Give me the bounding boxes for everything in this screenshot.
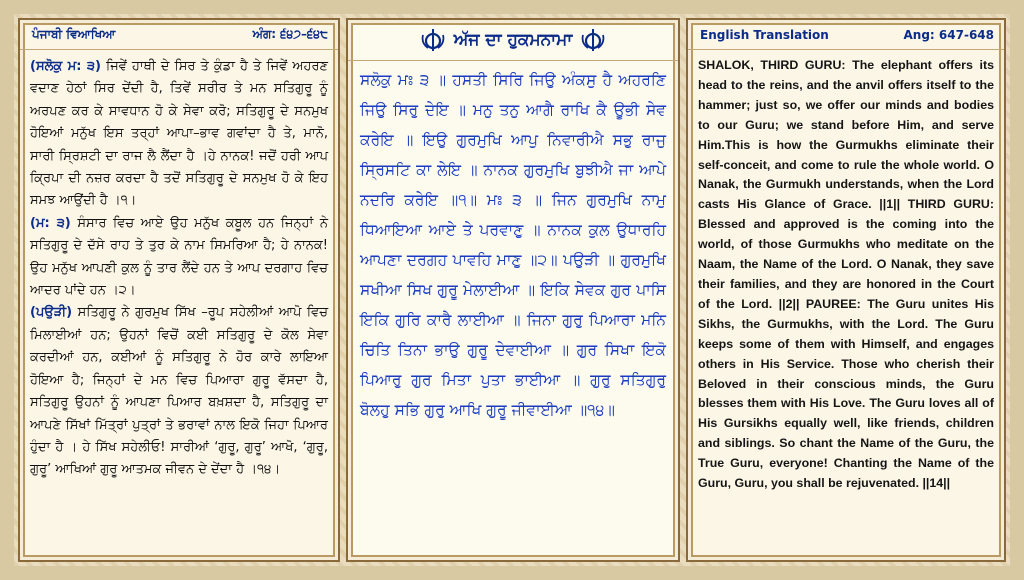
khanda-icon bbox=[420, 27, 446, 53]
left-header bbox=[20, 20, 338, 50]
para1-tag: (ਸਲੋਕੁ ਮ: ੩) bbox=[30, 59, 101, 74]
left-title: ਪੰਜਾਬੀ ਵਿਆਖਿਆ bbox=[32, 27, 116, 41]
para2-text: ਸੰਸਾਰ ਵਿਚ ਆਏ ਉਹ ਮਨੁੱਖ ਕਬੂਲ ਹਨ ਜਿਨ੍ਹਾਂ ਨੇ ਸਤਿਗੁਰੂ ਦੇ ਦੱਸੇ ਰਾਹ ਤੇ ਤੁਰ ਕੇ ਨਾਮ ਸਿਮਰਿਆ ਹੈ; ਹੇ ਨਾਨਕ! ਉਹ ਮਨੁੱਖ ਆਪਣੀ ਕੁਲ ਨੂੰ ਤਾਰ ਲੈਂਦੇ ਹਨ ਤੇ ਆਪ ਦਰਗਾਹ ਵਿਚ ਆਦਰ ਪਾਂਦੇ ਹਨ ।੨। bbox=[30, 215, 329, 299]
english-translation-panel bbox=[686, 18, 1006, 562]
khanda-icon bbox=[580, 27, 606, 53]
para3-text: ਸਤਿਗੁਰੂ ਨੇ ਗੁਰਮੁਖ ਸਿੱਖ –ਰੂਪ ਸਹੇਲੀਆਂ ਆਪੋ ਵਿਚ ਮਿਲਾਈਆਂ ਹਨ; ਉਹਨਾਂ ਵਿਚੋਂ ਕਈ ਸਤਿਗੁਰੂ ਦੇ ਕੋਲ ਸੇਵਾ ਕਰਦੀਆਂ ਹਨ, ਕਈਆਂ ਨੂੰ ਸਤਿਗੁਰੂ ਨੇ ਹੋਰ ਕਾਰੇ ਲਾਇਆ ਹੋਇਆ ਹੈ; ਜਿਨ੍ਹਾਂ ਦੇ ਮਨ ਵਿਚ ਪਿਆਰਾ ਗੁਰੂ ਵੱਸਦਾ ਹੈ, ਸਤਿਗੁਰੂ ਉਹਨਾਂ ਨੂੰ ਆਪਣਾ ਪਿਆਰ ਬਖ਼ਸ਼ਦਾ ਹੈ, ਸਤਿਗੁਰੂ ਦਾ ਆਪਣੇ ਸਿੱਖਾਂ ਮਿੱਤ੍ਰਾਂ ਪੁਤ੍ਰਾਂ ਤੇ ਭਰਾਵਾਂ ਨਾਲ ਇਕੋ ਜਿਹਾ ਪਿਆਰ ਹੁੰਦਾ ਹੈ । ਹੇ ਸਿੱਖ ਸਹੇਲੀਓ! ਸਾਰੀਆਂ ‘ਗੁਰੂ, ਗੁਰੂ’ ਆਖੋ, ‘ਗੁਰੂ, ਗੁਰੂ’ ਆਖਿਆਂ ਗੁਰੂ ਆਤਮਕ ਜੀਵਨ ਦੇ ਦੇਂਦਾ ਹੈ ।੧੪। bbox=[30, 305, 328, 478]
punjabi-paragraph-3 bbox=[30, 302, 328, 481]
para3-tag: (ਪਉੜੀ) bbox=[30, 305, 73, 321]
para1-text: ਜਿਵੇਂ ਹਾਥੀ ਦੇ ਸਿਰ ਤੇ ਕੁੰਡਾ ਹੈ ਤੇ ਜਿਵੇਂ ਅਹਰਣ ਵਦਾਣ ਹੇਠਾਂ ਸਿਰ ਦੇਂਦੀ ਹੈ, ਤਿਵੇਂ ਸਰੀਰ ਤੇ ਮਨ ਸਤਿਗੁਰੂ ਨੂੰ ਅਰਪਣ ਕਰ ਕੇ ਸਾਵਧਾਨ ਹੋ ਕੇ ਸੇਵਾ ਕਰੋ; ਸਤਿਗੁਰੂ ਦੇ ਸਨਮੁਖ ਹੋਇਆਂ ਮਨੁੱਖ ਇਸ ਤਰ੍ਹਾਂ ਆਪਾ–ਭਾਵ ਗਵਾਂਦਾ ਹੈ ਤੇ, ਮਾਨੋ, ਸਾਰੀ ਸ੍ਰਿਸ਼ਟੀ ਦਾ ਰਾਜ ਲੈ ਲੈਂਦਾ ਹੈ ।ਹੇ ਨਾਨਕ! ਜਦੋਂ ਹਰੀ ਆਪ ਕ੍ਰਿਪਾ ਦੀ ਨਜ਼ਰ ਕਰਦਾ ਹੈ ਤਦੋਂ ਸਤਿਗੁਰੂ ਦੇ ਸਨਮੁਖ ਹੋ ਕੇ ਇਹ ਸਮਝ ਆਉਂਦੀ ਹੈ ।੧। bbox=[30, 59, 328, 209]
punjabi-paragraph-2 bbox=[30, 213, 328, 303]
gurbani-text: ਸਲੋਕੁ ਮਃ ੩ ॥ ਹਸਤੀ ਸਿਰਿ ਜਿਉ ਅੰਕਸੁ ਹੈ ਅਹਰਣਿ ਜਿਉ ਸਿਰੁ ਦੇਇ ॥ ਮਨੁ ਤਨੁ ਆਗੈ ਰਾਖਿ ਕੈ ਊਭੀ ਸੇਵ ਕਰੇਇ ॥ ਇਉ ਗੁਰਮੁਖਿ ਆਪੁ ਨਿਵਾਰੀਐ ਸਭੁ ਰਾਜੁ ਸ੍ਰਿਸਟਿ ਕਾ ਲੇਇ ॥ ਨਾਨਕ ਗੁਰਮੁਖਿ ਬੁਝੀਐ ਜਾ ਆਪੇ ਨਦਰਿ ਕਰੇਇ ॥੧॥ ਮਃ ੩ ॥ ਜਿਨ ਗੁਰਮੁਖਿ ਨਾਮੁ ਧਿਆਇਆ ਆਏ ਤੇ ਪਰਵਾਣੁ ॥ ਨਾਨਕ ਕੁਲ ਉਧਾਰਹਿ ਆਪਣਾ ਦਰਗਹ ਪਾਵਹਿ ਮਾਣੁ ॥੨॥ ਪਉੜੀ ॥ ਗੁਰਮੁਖਿ ਸਖੀਆ ਸਿਖ ਗੁਰੂ ਮੇਲਾਈਆ ॥ ਇਕਿ ਸੇਵਕ ਗੁਰ ਪਾਸਿ ਇਕਿ ਗੁਰਿ ਕਾਰੈ ਲਾਈਆ ॥ ਜਿਨਾ ਗੁਰੁ ਪਿਆਰਾ ਮਨਿ ਚਿਤਿ ਤਿਨਾ ਭਾਉ ਗੁਰੂ ਦੇਵਾਈਆ ॥ ਗੁਰ ਸਿਖਾ ਇਕੋ ਪਿਆਰੁ ਗੁਰ ਮਿਤਾ ਪੁਤਾ ਭਾਈਆ ॥ ਗੁਰੁ ਸਤਿਗੁਰੁ ਬੋਲਹੁ ਸਭਿ ਗੁਰੁ ਆਖਿ ਗੁਰੂ ਜੀਵਾਈਆ ॥੧੪॥ bbox=[360, 71, 666, 419]
left-ang: ਅੰਗ: ੬੪੭–੬੪੮ bbox=[252, 27, 328, 41]
punjabi-explanation-panel bbox=[18, 18, 340, 562]
right-header bbox=[688, 20, 1004, 50]
hukamnama-title: ਅੱਜ ਦਾ ਹੁਕਮਨਾਮਾ bbox=[453, 30, 573, 50]
right-ang: Ang: 647-648 bbox=[903, 27, 994, 42]
para2-tag: (ਮ: ੩) bbox=[30, 215, 71, 231]
punjabi-paragraph-1 bbox=[30, 56, 328, 213]
right-title: English Translation bbox=[700, 27, 829, 42]
english-translation-text: SHALOK, THIRD GURU: The elephant offers its head to the reins, and the anvil offers itself to the hammer; just so, we offer our minds and bodies to our Guru; we stand before Him, and serve Him.This is how the Gurmukhs eliminate their self-conceit, and come to rule the whole world. O Nanak, the Gurmukh understands, when the Lord casts His Glance of Grace. ||1|| THIRD GURU: Blessed and approved is the coming into the world, of those Gurmukhs who meditate on the Naam, the Name of the Lord. O Nanak, they save their families, and they are honored in the Court of the Lord. ||2|| PAUREE: The Guru unites His Sikhs, the Gurmukhs, with the Lord. The Guru keeps some of them with Himself, and engages others in His Service. Those who cherish their Beloved in their conscious minds, the Guru blesses them with His Love. The Guru loves all of His Gursikhs equally well, like friends, children and siblings. So chant the Name of the Guru, the True Guru, everyone! Chanting the Name of the Guru, Guru, you shall be rejuvenated. ||14|| bbox=[698, 58, 994, 491]
hukamnama-panel bbox=[346, 18, 680, 562]
hukamnama-header bbox=[348, 20, 678, 61]
